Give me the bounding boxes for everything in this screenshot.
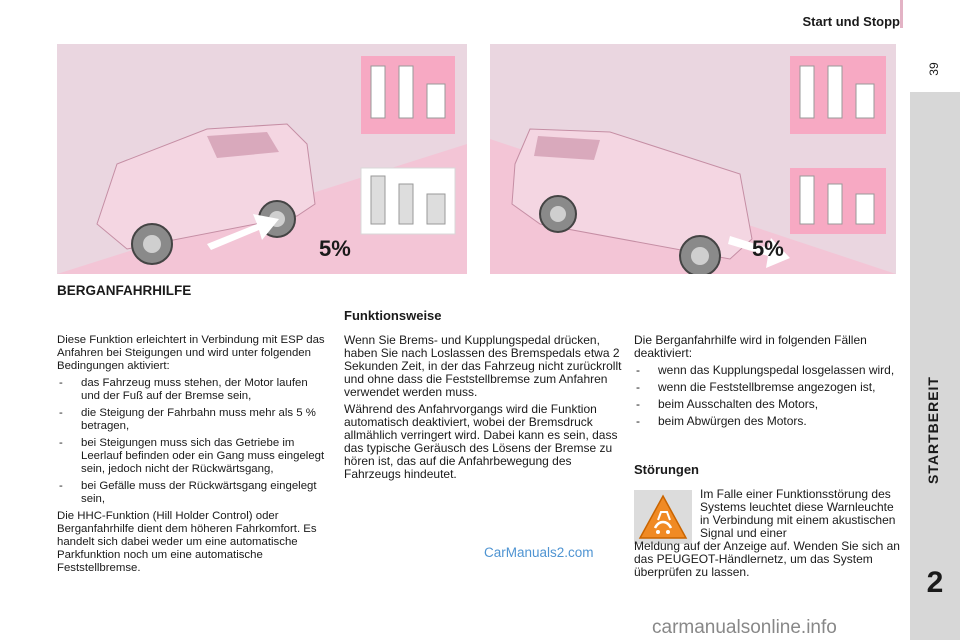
warning-lamp-panel (634, 490, 692, 544)
chapter-label-text: STARTBEREIT (925, 376, 941, 484)
header-accent-bar (900, 0, 903, 28)
uphill-scene-graphic (57, 44, 467, 274)
slope-label: 5% (319, 236, 351, 261)
deaktivierung-column (634, 334, 902, 432)
deaktivierung-list (634, 364, 902, 428)
slope-label: 5% (752, 236, 784, 261)
illustration-uphill (57, 44, 467, 274)
section-title: BERGANFAHRHILFE (57, 283, 192, 298)
list-item: - die Steigung der Fahrbahn muss mehr als 5 % betragen, (57, 407, 329, 433)
conditions-list (57, 377, 329, 506)
illustration-downhill (490, 44, 896, 274)
chapter-number: 2 (926, 566, 944, 599)
list-item: - bei Steigungen muss sich das Getriebe im Leerlauf befinden oder ein Gang muss eingelegt sein, jedoch nicht der Rückwärtsgang, (57, 437, 329, 476)
intro-column (57, 334, 329, 579)
page-header-title: Start und Stopp (802, 14, 900, 29)
list-item: - beim Ausschalten des Motors, (634, 398, 902, 411)
intro-closing: Die HHC-Funktion (Hill Holder Control) oder Berganfahrhilfe dient dem höheren Fahrkomfort. Es handelt sich dabei weder um eine automatische Parkfunktion noch um eine automatische Feststellbremse. (57, 510, 317, 574)
stoerungen-text: Im Falle einer Funktionsstörung des Systems leuchtet diese Warnleuchte in Verbindung mit einem akustischen Signal und einer (700, 487, 896, 540)
list-item: - beim Abwürgen des Motors. (634, 415, 902, 428)
stoerungen-heading: Störungen (634, 462, 699, 477)
pedal-bottom-icon (361, 168, 455, 234)
pedal-bottom-icon (790, 168, 886, 234)
watermark-carmanualsonline: carmanualsonline.info (652, 617, 837, 638)
funktionsweise-paragraph-1: Wenn Sie Brems- und Kupplungspedal drücken, haben Sie nach Loslassen des Bremspedals etwa 2 Sekunden Zeit, in der das Fahrzeug nicht zurückrollt und ohne dass die Feststellbremse zum Anfahren verwendet werden muss. (344, 333, 622, 399)
list-item: - bei Gefälle muss der Rückwärtsgang eingelegt sein, (57, 480, 329, 506)
page-number: 39 (927, 62, 941, 76)
downhill-scene-graphic (490, 44, 896, 274)
intro-text: Diese Funktion erleichtert in Verbindung mit ESP das Anfahren bei Steigungen und wird unter folgenden Bedingungen aktiviert: (57, 334, 325, 372)
list-item: - wenn das Kupplungspedal losgelassen wird, (634, 364, 902, 377)
funktionsweise-heading: Funktionsweise (344, 308, 442, 323)
warning-lamp-icon (634, 490, 692, 544)
watermark-carmanuals2: CarManuals2.com (484, 545, 594, 560)
pedal-top-icon (361, 56, 455, 134)
funktionsweise-paragraph-2: Während des Anfahrvorgangs wird die Funktion automatisch deaktiviert, wobei der Bremsdruck allmählich verringert wird. Dabei kann es sein, dass das typische Geräusch des Lösens der Bremse zu hören ist, das auf die Anfahrbewegung des Fahrzeugs hindeutet. (344, 402, 618, 481)
pedal-top-icon (790, 56, 886, 134)
list-item: - wenn die Feststellbremse angezogen ist, (634, 381, 902, 394)
stoerungen-text-continued: Meldung auf der Anzeige auf. Wenden Sie sich an das PEUGEOT-Händlernetz, um das System überprüfen zu lassen. (634, 539, 900, 579)
deaktivierung-intro: Die Berganfahrhilfe wird in folgenden Fällen deaktiviert: (634, 333, 867, 360)
funktionsweise-column (344, 334, 629, 485)
list-item: - das Fahrzeug muss stehen, der Motor laufen und der Fuß auf der Bremse sein, (57, 377, 329, 403)
